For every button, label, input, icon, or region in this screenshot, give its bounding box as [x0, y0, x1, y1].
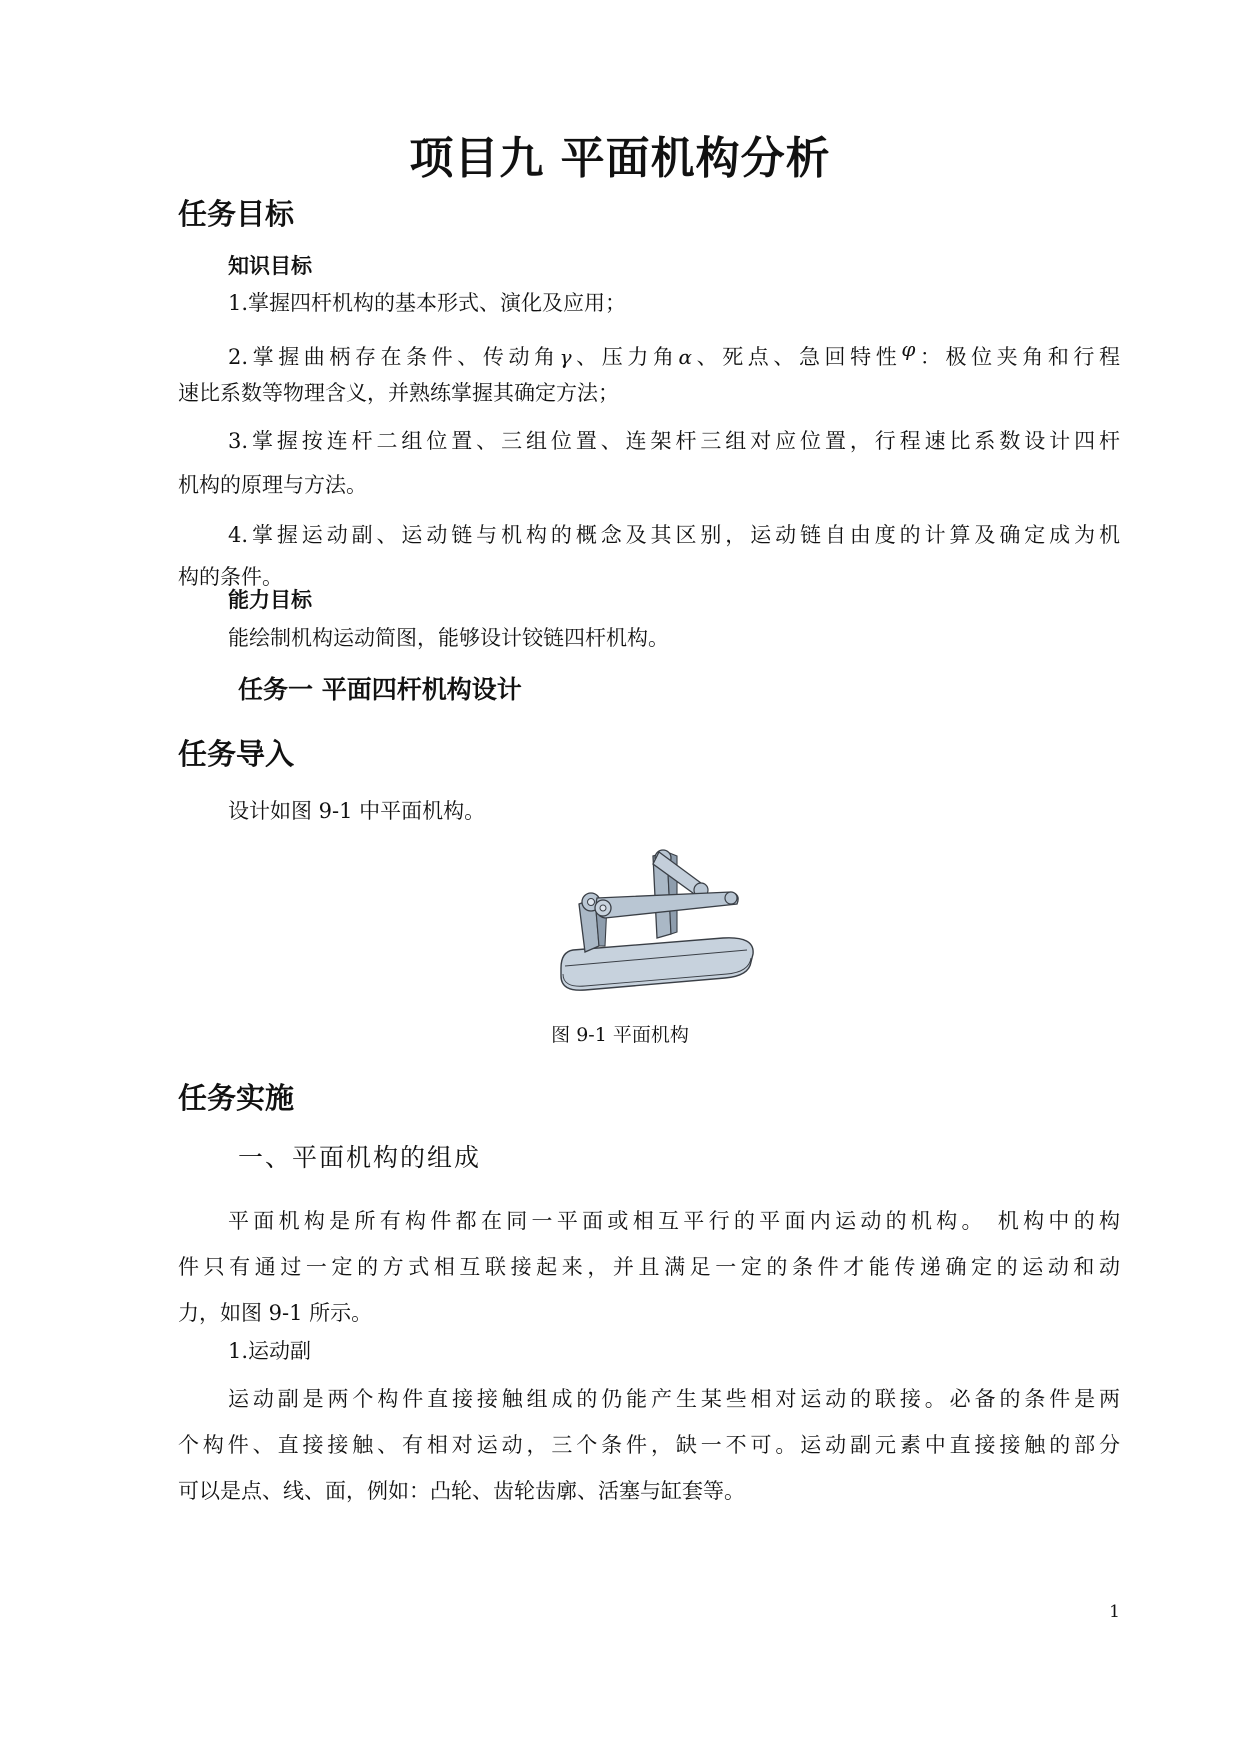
- knowledge-item-4-line-1: 4.掌握运动副、运动链与机构的概念及其区别，运动链自由度的计算及确定成为机: [228, 523, 1120, 547]
- task1-title: 任务一 平面四杆机构设计: [238, 675, 522, 704]
- intro-heading: 任务导入: [178, 737, 295, 771]
- knowledge-item-4-line-2: 构的条件。: [178, 565, 283, 589]
- k2-text-c: 、死点、急回特性: [692, 345, 902, 369]
- knowledge-item-3-line-1: 3.掌握按连杆二组位置、三组位置、连架杆三组对应位置，行程速比系数设计四杆: [228, 429, 1120, 453]
- p1-line-1: 平面机构是所有构件都在同一平面或相互平行的平面内运动的机构。 机构中的构: [228, 1209, 1120, 1233]
- objectives-heading: 任务目标: [178, 197, 295, 231]
- knowledge-item-2-line-2: 速比系数等物理含义，并熟练掌握其确定方法；: [178, 381, 619, 405]
- page-title: 项目九 平面机构分析: [409, 133, 831, 184]
- ability-text: 能绘制机构运动简图，能够设计铰链四杆机构。: [228, 626, 669, 650]
- phi-symbol: φ: [901, 337, 916, 361]
- figure-caption: 图 9-1 平面机构: [551, 1024, 689, 1046]
- sub1-heading: 一、平面机构的组成: [238, 1143, 482, 1172]
- p2-line-2: 个构件、直接接触、有相对运动，三个条件，缺一不可。运动副元素中直接接触的部分: [178, 1433, 1120, 1457]
- p2-line-1: 运动副是两个构件直接接触组成的仍能产生某些相对运动的联接。必备的条件是两: [228, 1387, 1120, 1411]
- alpha-symbol: α: [678, 345, 693, 369]
- planar-mechanism-figure: [555, 842, 775, 1002]
- knowledge-item-3-line-2: 机构的原理与方法。: [178, 473, 367, 497]
- p1-line-3: 力，如图 9-1 所示。: [178, 1301, 373, 1325]
- knowledge-item-2-line-1: [228, 328, 1120, 378]
- gamma-symbol: γ: [559, 345, 572, 369]
- knowledge-item-1: 1.掌握四杆机构的基本形式、演化及应用；: [228, 291, 627, 315]
- implement-heading: 任务实施: [178, 1081, 295, 1115]
- ability-heading: 能力目标: [228, 588, 312, 612]
- p2-line-3: 可以是点、线、面，例如：凸轮、齿轮齿廓、活塞与缸套等。: [178, 1479, 745, 1503]
- k2-text-a: 2.掌握曲柄存在条件、传动角: [228, 345, 560, 369]
- page-number: 1: [1109, 1602, 1120, 1622]
- k2-text-b: 、压力角: [571, 345, 679, 369]
- knowledge-heading: 知识目标: [228, 254, 312, 278]
- k2-text-d: ：极位夹角和行程: [915, 345, 1121, 369]
- item-1-heading: 1.运动副: [228, 1339, 312, 1363]
- intro-text: 设计如图 9-1 中平面机构。: [228, 799, 486, 823]
- p1-line-2: 件只有通过一定的方式相互联接起来，并且满足一定的条件才能传递确定的运动和动: [178, 1255, 1120, 1279]
